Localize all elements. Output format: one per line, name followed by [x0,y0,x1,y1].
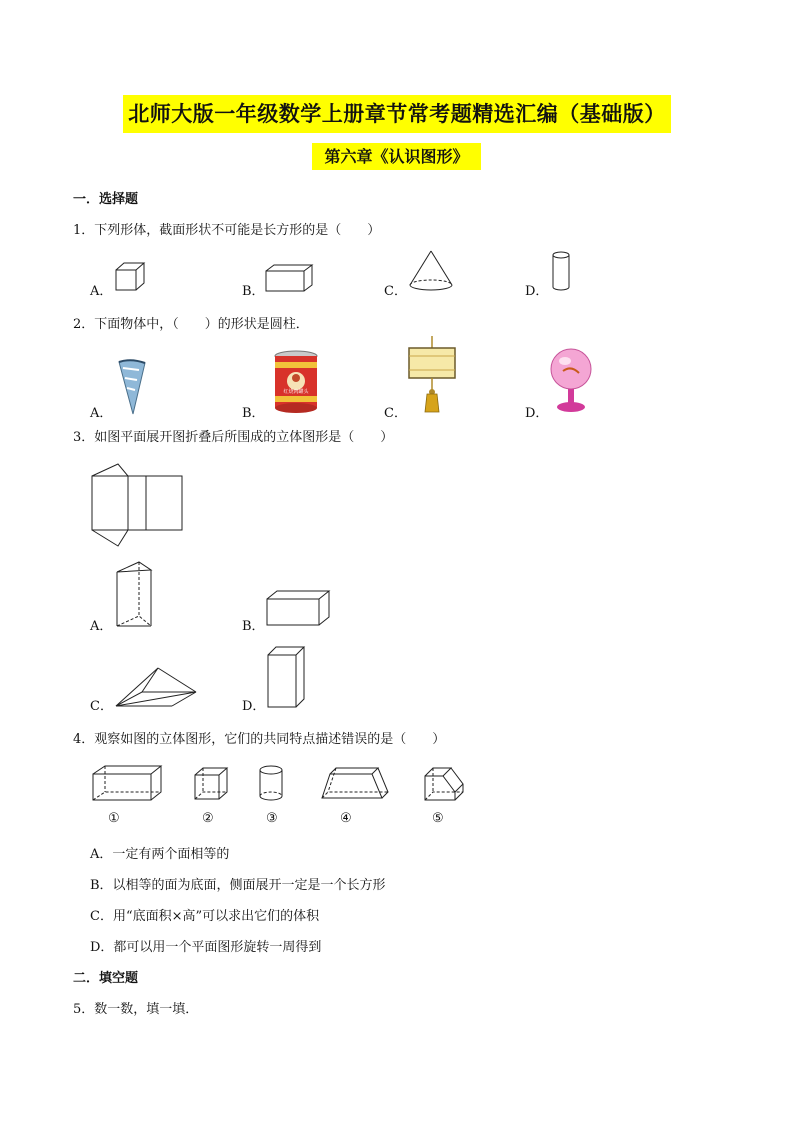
q1-option-a-label: A． [90,284,113,299]
tall-cuboid-figure [266,645,308,709]
solid-5-pentagonal-prism-figure [423,764,471,804]
q3-option-d-label: D． [242,699,266,714]
q2-option-d-label: D． [525,406,549,421]
cube-figure [114,261,148,293]
flat-cuboid-figure [265,589,331,629]
question-3-text: 3．如图平面展开图折叠后所围成的立体图形是（ ） [73,430,394,445]
cylinder-figure [551,250,571,294]
solid-label-4: ④ [340,811,352,826]
prism-net-figure [90,462,186,548]
cone-figure [408,249,456,293]
question-4-text: 4．观察如图的立体图形，它们的共同特点描述错误的是（ ） [73,732,446,747]
solid-3-cylinder-figure [258,764,284,804]
question-1-text: 1．下列形体，截面形状不可能是长方形的是（ ） [73,223,381,238]
q4-option-b: B．以相等的面为底面，侧面展开一定是一个长方形 [90,878,386,893]
lantern-image [406,336,458,416]
document-title: 北师大版一年级数学上册章节常考题精选汇编（基础版） [123,95,671,133]
cuboid-figure [264,263,314,293]
section-heading-choice: 一．选择题 [73,192,139,207]
solid-label-2: ② [202,811,214,826]
can-label: 红烧肉罐头 [283,389,309,395]
triangular-prism-figure [113,560,155,630]
section-heading-fill: 二．填空题 [73,971,139,986]
ice-cream-cone-image [117,358,147,416]
solid-4-trapezoid-prism-figure [320,766,390,802]
q2-option-c-label: C． [384,406,407,421]
solid-label-5: ⑤ [432,811,444,826]
q3-option-b-label: B． [242,619,265,634]
globe-lamp-image [549,347,593,415]
q4-option-a: A．一定有两个面相等的 [90,847,230,862]
pyramid-figure [112,666,198,710]
q1-option-b-label: B． [242,284,265,299]
q2-option-b-label: B． [242,406,265,421]
solid-2-cube-figure [193,766,229,802]
q2-option-a-label: A． [90,406,113,421]
q3-option-a-label: A． [90,619,113,634]
q1-option-c-label: C． [384,284,407,299]
q4-option-c: C．用“底面积×高”可以求出它们的体积 [90,909,320,924]
question-5-text: 5．数一数，填一填． [73,1002,199,1017]
q3-option-c-label: C． [90,699,113,714]
solid-label-3: ③ [266,811,278,826]
q1-option-d-label: D． [525,284,549,299]
q4-option-d: D．都可以用一个平面图形旋转一周得到 [90,940,322,955]
solid-label-1: ① [108,811,120,826]
tin-can-image [273,350,319,414]
solid-1-cuboid-figure [91,764,163,804]
chapter-subtitle: 第六章《认识图形》 [312,143,481,170]
question-2-text: 2．下面物体中，（ ）的形状是圆柱． [73,317,309,332]
